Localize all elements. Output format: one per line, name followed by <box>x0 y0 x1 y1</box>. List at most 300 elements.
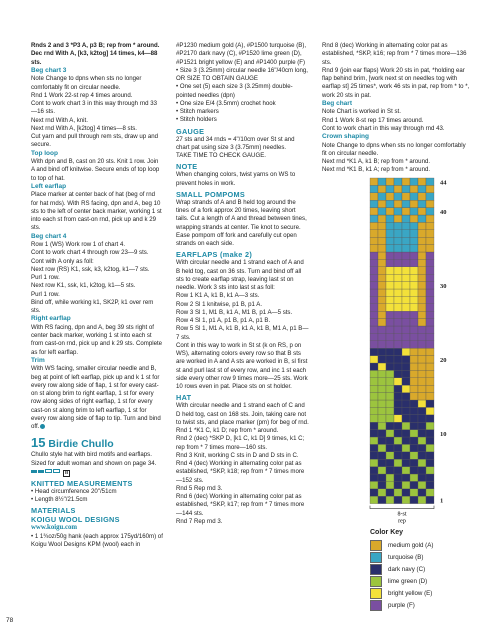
instruction-paragraph <box>176 493 309 518</box>
chart-cell <box>378 378 386 385</box>
chart-cell <box>402 178 410 185</box>
chart-cell <box>426 333 434 340</box>
paragraph-text: Rnd 1 *K1 C, k1 D; rep from * around. <box>176 427 279 434</box>
section-heading <box>31 150 163 159</box>
chart-cell <box>394 267 402 274</box>
chart-cell <box>402 237 410 244</box>
instruction-paragraph <box>31 299 163 316</box>
chart-cell <box>402 200 410 207</box>
instruction-paragraph <box>176 325 309 342</box>
chart-cell <box>402 348 410 355</box>
chart-cell <box>394 282 402 289</box>
instruction-paragraph <box>322 142 470 159</box>
chart-cell <box>394 496 402 503</box>
chart-cell <box>394 200 402 207</box>
chart-cell <box>386 496 394 503</box>
measurement-item: • Head circumference 20"/51cm <box>31 487 117 495</box>
chart-cell <box>426 378 434 385</box>
instruction-paragraph <box>176 301 309 309</box>
chart-cell <box>378 496 386 503</box>
chart-cell <box>378 304 386 311</box>
chart-cell <box>370 230 378 237</box>
instruction-paragraph <box>31 191 163 232</box>
chart-cell <box>386 481 394 488</box>
paragraph-text: Rnds 2 and 3 *P3 A, p3 B; rep from * around. <box>31 42 160 49</box>
instruction-paragraph <box>31 133 163 150</box>
chart-cell <box>394 437 402 444</box>
paragraph-text: #P1230 medium gold (A), #P1500 turquoise (B), #P2170 dark navy (C), #P1520 lime green (D), #P1521 bright yellow (E) and #P1400 purple (F) <box>176 42 307 66</box>
chart-cell <box>418 193 426 200</box>
chart-cell <box>418 215 426 222</box>
paragraph-text: Trim <box>31 356 45 364</box>
chart-cell <box>370 193 378 200</box>
chart-cell <box>386 363 394 370</box>
chart-cell <box>386 356 394 363</box>
paragraph-text: With dpn and B, cast on 20 sts. Knit 1 row. Join A and bind off knitwise. Secure ends of top loop to top of hat. <box>31 158 160 182</box>
paragraph-text: Right earflap <box>31 315 71 323</box>
chart-cell <box>394 378 402 385</box>
chart-cell <box>386 178 394 185</box>
chart-cell <box>394 185 402 192</box>
section-heading <box>322 100 470 109</box>
chart-cell <box>402 185 410 192</box>
chart-cell <box>386 378 394 385</box>
chart-cell <box>402 452 410 459</box>
chart-cell <box>386 444 394 451</box>
chart-cell <box>386 200 394 207</box>
instruction-paragraph <box>31 365 163 431</box>
paragraph-text: Next rnd With A, [k2tog] 4 times—8 sts. <box>31 124 138 132</box>
chart-cell <box>394 400 402 407</box>
chart-row-label: 30 <box>440 283 447 290</box>
paragraph-text: Crown shaping <box>322 133 369 140</box>
instruction-paragraph <box>31 282 163 290</box>
paragraph-text: Cont to work chart 3 in this way through rnd 33—16 sts. <box>31 100 158 116</box>
chart-cell <box>426 274 434 281</box>
chart-cell <box>402 385 410 392</box>
chart-cell <box>378 230 386 237</box>
chart-cell <box>418 311 426 318</box>
chart-cell <box>402 444 410 451</box>
chart-cell <box>426 341 434 348</box>
instruction-paragraph <box>176 116 309 124</box>
instruction-paragraph <box>31 42 163 50</box>
chart-cell <box>410 467 418 474</box>
color-key-label: dark navy (C) <box>388 565 426 573</box>
chart-cell <box>410 422 418 429</box>
instruction-paragraph <box>31 274 163 282</box>
chart-cell <box>370 200 378 207</box>
paragraph-text: NOTE <box>176 162 198 172</box>
paragraph-text: With RS facing, dpn and A, beg 39 sts right of center back marker, working 1 st into each st from cast-on rnd, pick up and k 29 sts. Complete as for left earflap. <box>31 323 163 356</box>
instruction-paragraph <box>176 100 309 108</box>
chart-cell <box>370 430 378 437</box>
chart-cell <box>370 282 378 289</box>
chart-cell <box>370 319 378 326</box>
chart-cell <box>402 267 410 274</box>
chart-cell <box>426 193 434 200</box>
chart-cell <box>418 415 426 422</box>
chart-cell <box>402 193 410 200</box>
chart-cell <box>426 422 434 429</box>
chart-cell <box>418 296 426 303</box>
chart-cell <box>378 311 386 318</box>
color-key-title: Color Key <box>370 529 404 536</box>
measurement-item: • Length 8½"/21.5cm <box>31 496 88 503</box>
chart-cell <box>426 230 434 237</box>
instruction-paragraph <box>176 42 309 67</box>
chart-cell <box>402 208 410 215</box>
chart-cell <box>418 363 426 370</box>
paragraph-text: Cont to work chart in this way through rnd 43. <box>322 124 445 132</box>
paragraph-text: EARFLAPS (make 2) <box>176 250 253 260</box>
chart-cell <box>386 415 394 422</box>
chart-cell <box>402 274 410 281</box>
paragraph-text: Row 4 Sl 1, p1 A, p1 B, p1 A, p1 B. <box>176 317 271 324</box>
pattern-name: Birdie Chullo <box>48 438 114 451</box>
section-heading <box>322 133 470 142</box>
chart-cell <box>426 437 434 444</box>
paragraph-text: • One size E/4 (3.5mm) crochet hook <box>176 99 276 107</box>
chart-cell <box>418 178 426 185</box>
chart-cell <box>370 489 378 496</box>
chart-cell <box>378 467 386 474</box>
chart-cell <box>378 341 386 348</box>
chart-cell <box>402 252 410 259</box>
column-right <box>322 42 470 175</box>
chart-cell <box>418 437 426 444</box>
chart-cell <box>370 422 378 429</box>
chart-cell <box>402 481 410 488</box>
column-left <box>31 42 163 549</box>
chart-cell <box>402 311 410 318</box>
chart-cell <box>418 467 426 474</box>
paragraph-text: Next rnd With A, knit. <box>31 116 88 124</box>
paragraph-text: Purl 1 row. <box>31 274 60 281</box>
chart-cell <box>426 282 434 289</box>
chart-cell <box>394 415 402 422</box>
chart-cell <box>386 407 394 414</box>
chart-cell <box>418 252 426 259</box>
chart-cell <box>410 459 418 466</box>
chart-cell <box>378 452 386 459</box>
chart-cell <box>370 341 378 348</box>
chart-cell <box>378 259 386 266</box>
column-middle <box>176 42 309 526</box>
chart-cell <box>418 407 426 414</box>
chart-cell <box>418 230 426 237</box>
chart-cell <box>378 326 386 333</box>
website-link[interactable]: www.koigu.com <box>31 524 78 532</box>
paragraph-text: Cont in this way to work in St st (k on RS, p on WS), alternating colors every row so that B sts are worked in A and A sts are worked in B, sl first st and purl last st of every row, and inc 1 st each side every other row 9 times more—25 sts. Work 10 rows even in pat. Place sts on st holder. <box>176 341 308 390</box>
pattern-title <box>31 436 163 451</box>
chart-cell <box>410 481 418 488</box>
chart-cell <box>370 178 378 185</box>
chart-cell <box>402 489 410 496</box>
chart-cell <box>410 496 418 503</box>
chart-cell <box>386 326 394 333</box>
paragraph-text: Next row K1, ssk, k1, k2tog, k1—5 sts. <box>31 282 136 290</box>
chart-cell <box>402 422 410 429</box>
chart-cell <box>386 311 394 318</box>
section-heading <box>31 315 163 324</box>
chart-cell <box>410 296 418 303</box>
chart-cell <box>402 363 410 370</box>
instruction-paragraph <box>176 427 309 435</box>
chart-cell <box>418 200 426 207</box>
chart-cell <box>386 274 394 281</box>
chart-cell <box>386 400 394 407</box>
chart-cell <box>410 215 418 222</box>
chart-cell <box>378 333 386 340</box>
chart-cell <box>410 274 418 281</box>
chart-cell <box>402 341 410 348</box>
chart-cell <box>378 363 386 370</box>
paragraph-text: HAT <box>176 393 192 403</box>
paragraph-text: Rnd 3 Knit, working C sts in D and D sts in C. <box>176 451 299 459</box>
knitting-chart <box>366 170 476 530</box>
chart-cell <box>418 400 426 407</box>
chart-cell <box>418 496 426 503</box>
chart-cell <box>386 252 394 259</box>
chart-cell <box>378 385 386 392</box>
section-heading <box>176 127 309 136</box>
paragraph-text: When changing colors, twist yarns on WS to prevent holes in work. <box>176 171 296 187</box>
chart-cell <box>410 208 418 215</box>
color-swatch <box>370 564 382 575</box>
paragraph-text: • Stitch markers <box>176 108 219 115</box>
chart-cell <box>378 215 386 222</box>
chart-cell <box>370 393 378 400</box>
chart-cell <box>394 407 402 414</box>
instruction-paragraph <box>322 42 470 67</box>
chart-cell <box>378 289 386 296</box>
chart-cell <box>418 356 426 363</box>
instruction-paragraph <box>176 342 309 392</box>
chart-cell <box>418 385 426 392</box>
chart-cell <box>370 222 378 229</box>
paragraph-text: Next row (RS) K1, ssk, k3, k2tog, k1—7 sts. <box>31 265 150 273</box>
chart-cell <box>410 452 418 459</box>
chart-cell <box>418 489 426 496</box>
chart-cell <box>418 444 426 451</box>
chart-cell <box>402 393 410 400</box>
paragraph-text: Left earflap <box>31 182 67 190</box>
color-key-item <box>370 587 433 599</box>
chart-cell <box>386 474 394 481</box>
color-key-item <box>370 599 433 611</box>
paragraph-text: Rnd 5 Rep rnd 3. <box>176 484 223 492</box>
chart-cell <box>426 267 434 274</box>
chart-cell <box>378 370 386 377</box>
paragraph-text: Cont to work chart 4 through row 23—9 sts. Cont with A only as foll: <box>31 249 149 265</box>
chart-cell <box>394 259 402 266</box>
chart-cell <box>418 481 426 488</box>
chart-cell <box>410 430 418 437</box>
chart-cell <box>426 208 434 215</box>
instruction-paragraph <box>176 460 309 485</box>
chart-cell <box>418 341 426 348</box>
chart-cell <box>378 489 386 496</box>
chart-cell <box>410 393 418 400</box>
color-swatch <box>370 540 382 551</box>
instruction-paragraph <box>31 241 163 249</box>
chart-cell <box>386 452 394 459</box>
chart-cell <box>418 267 426 274</box>
chart-cell <box>410 415 418 422</box>
chart-cell <box>378 437 386 444</box>
yarn-requirement: • 1 1¾oz/50g hank (each approx 175yd/160m) of Koigu Wool Designs KPM (wool) each in <box>31 532 163 548</box>
chart-cell <box>394 474 402 481</box>
chart-cell <box>410 474 418 481</box>
chart-cell <box>426 215 434 222</box>
chart-cell <box>370 296 378 303</box>
paragraph-text: Bind off, while working k1, SK2P, k1 over rem sts. <box>31 298 154 314</box>
chart-cell <box>418 326 426 333</box>
knitted-measurements-heading: KNITTED MEASUREMENTS <box>31 478 133 488</box>
chart-cell <box>410 444 418 451</box>
chart-cell <box>418 319 426 326</box>
chart-cell <box>426 326 434 333</box>
chart-cell <box>370 185 378 192</box>
chart-cell <box>418 245 426 252</box>
chart-cell <box>418 222 426 229</box>
paragraph-text: Rnd 7 Rep rnd 3. <box>176 517 223 525</box>
chart-cell <box>410 319 418 326</box>
chart-cell <box>370 326 378 333</box>
chart-cell <box>370 259 378 266</box>
chart-cell <box>394 237 402 244</box>
chart-cell <box>410 370 418 377</box>
chart-cell <box>426 489 434 496</box>
section-heading <box>176 250 309 259</box>
chart-cell <box>370 363 378 370</box>
chart-cell <box>426 311 434 318</box>
instruction-paragraph <box>176 452 309 460</box>
chart-cell <box>418 304 426 311</box>
chart-cell <box>426 430 434 437</box>
chart-cell <box>386 489 394 496</box>
paragraph-text: Note Change to dpns when sts no longer comfortably fit on circular needle. <box>31 75 142 91</box>
chart-cell <box>418 282 426 289</box>
chart-cell <box>378 474 386 481</box>
chart-cell <box>402 296 410 303</box>
chart-cell <box>402 304 410 311</box>
color-key-item <box>370 551 433 563</box>
chart-cell <box>426 370 434 377</box>
chart-cell <box>418 378 426 385</box>
chart-cell <box>426 304 434 311</box>
chart-cell <box>394 296 402 303</box>
chart-cell <box>370 289 378 296</box>
chart-cell <box>394 222 402 229</box>
chart-cell <box>402 259 410 266</box>
chart-cell <box>426 289 434 296</box>
chart-cell <box>378 407 386 414</box>
chart-cell <box>418 289 426 296</box>
chart-cell <box>410 200 418 207</box>
chart-cell <box>410 311 418 318</box>
paragraph-text: With circular needle and 1 strand each of A and B held tog, cast on 36 sts. Turn and bind off all sts to create earflap strap, leaving last st on needle. Work 3 sts into last st as foll: <box>176 259 304 291</box>
chart-cell <box>402 282 410 289</box>
instructions-part-1 <box>31 42 163 431</box>
chart-cell <box>370 444 378 451</box>
paragraph-text: Note Change to dpns when sts no longer comfortably fit on circular needle. <box>322 141 466 157</box>
chart-cell <box>394 467 402 474</box>
chart-cell <box>394 422 402 429</box>
chart-cell <box>410 378 418 385</box>
chart-cell <box>394 341 402 348</box>
instruction-paragraph <box>176 259 309 292</box>
chart-cell <box>378 193 386 200</box>
chart-cell <box>370 385 378 392</box>
instruction-paragraph <box>31 100 163 117</box>
chart-cell <box>370 237 378 244</box>
instruction-paragraph <box>176 67 309 84</box>
chart-cell <box>410 259 418 266</box>
chart-cell <box>418 185 426 192</box>
chart-cell <box>370 348 378 355</box>
chart-cell <box>410 267 418 274</box>
chart-cell <box>394 452 402 459</box>
chart-cell <box>370 459 378 466</box>
chart-cell <box>378 200 386 207</box>
instruction-paragraph <box>31 117 163 125</box>
chart-cell <box>402 459 410 466</box>
repeat-label: 8-st <box>397 511 407 518</box>
chart-cell <box>426 415 434 422</box>
chart-cell <box>410 407 418 414</box>
chart-cell <box>370 467 378 474</box>
chart-cell <box>386 259 394 266</box>
chart-cell <box>410 237 418 244</box>
instruction-paragraph <box>31 158 163 183</box>
chart-cell <box>418 422 426 429</box>
paragraph-text: Beg chart 4 <box>31 232 67 240</box>
instruction-paragraph <box>322 158 470 166</box>
chart-cell <box>426 363 434 370</box>
chart-cell <box>370 407 378 414</box>
chart-cell <box>426 185 434 192</box>
paragraph-text: Beg chart <box>322 99 352 107</box>
instruction-paragraph <box>176 309 309 317</box>
chart-cell <box>370 304 378 311</box>
chart-cell <box>386 230 394 237</box>
chart-cell <box>426 296 434 303</box>
paragraph-text: Row 2 Sl 1 knitwise, p1 B, p1 A. <box>176 300 263 308</box>
section-heading <box>31 183 163 192</box>
instruction-paragraph <box>176 108 309 116</box>
paragraph-text: Cut yarn and pull through rem sts, draw up and secure. <box>31 133 159 149</box>
chart-cell <box>418 370 426 377</box>
paragraph-text: Rnd 1 Work 22-st rep 4 times around. <box>31 91 133 99</box>
chart-cell <box>370 437 378 444</box>
chart-cell <box>426 319 434 326</box>
chart-cell <box>418 430 426 437</box>
paragraph-text: Rnd 2 (dec) *SKP D, [k1 C, k1 D] 9 times, k1 C; rep from * 7 times more—160 sts. <box>176 435 305 451</box>
chart-cell <box>410 489 418 496</box>
chart-cell <box>378 252 386 259</box>
chart-cell <box>370 252 378 259</box>
chart-cell <box>386 237 394 244</box>
chart-cell <box>410 348 418 355</box>
chart-cell <box>426 348 434 355</box>
chart-cell <box>410 326 418 333</box>
paragraph-text: Next rnd *K1 B, k1 A; rep from * around. <box>322 166 431 174</box>
chart-cell <box>426 178 434 185</box>
chart-cell <box>378 185 386 192</box>
instruction-paragraph <box>176 83 309 100</box>
